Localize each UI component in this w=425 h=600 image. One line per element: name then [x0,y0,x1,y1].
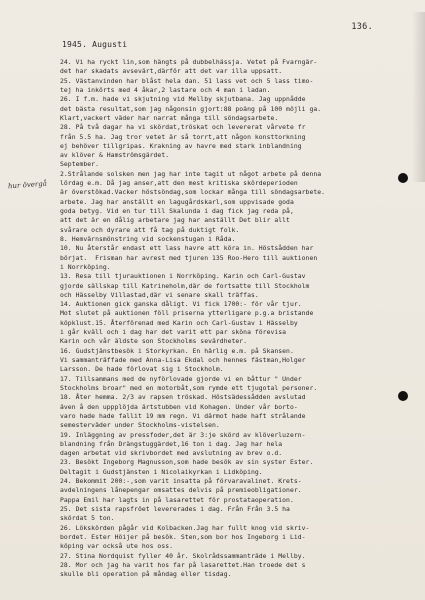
journal-line: Stockholms broar" med en motorbåt,som rymde ett tjugotal personer. [60,383,318,392]
journal-line: 14. Auktionen gick ganska dåligt. Vi fick 1700:- för vår tjur. [60,300,302,309]
journal-line: September. [60,160,99,169]
journal-line: lördag e.m. Då jag anser,att den mest kritiska skördeperioden [60,179,298,188]
journal-line: 24. Vi ha ryckt lin,som hängts på dubbelhässja. Vetet på Fvarngär- [60,58,318,66]
journal-line: börjat. Frisman har avrest med tjuren 135 Roo-Hero till auktionen [60,253,318,262]
journal-body-text [60,58,406,580]
journal-line: att det är en dålig arbetare jag har anställt Det blir allt [60,216,290,225]
journal-line: 25. Västanvinden har blåst hela dan. 51 lass vet och 5 lass timo- [60,76,314,85]
journal-line: Klart,vackert väder har narrat många till söndagsarbete. [60,113,279,122]
journal-line: 27. Stina Nordquist fyller 40 år. Skolrådssammanträde i Mellby. [60,551,306,560]
journal-line: semesterväder under Stockholms-vistelsen. [60,421,220,430]
journal-line: 28. På två dagar ha vi skördat,tröskat och levererat vårvete fr [60,123,306,132]
punch-hole-upper [398,173,408,183]
journal-line: Pappa Emil har lagts in på lasarettet för prostataoperation. [60,495,294,504]
journal-line: köping var också ute hos oss. [60,542,174,551]
journal-line: i går kväll och i dag har det varit ett par sköna förevisa [60,328,287,337]
journal-line: Larsson. De hade förlovat sig i Stockholm. [60,365,224,374]
journal-line: är överstökad.Vacker höstsöndag,som lockar många till söndagsarbete. [60,188,326,197]
journal-line: 24. Bekommit 200:-,som varit insatta på förvaravalinet. Krets- [60,477,302,486]
journal-line: från 5.5 ha. Jag tror vetet är så torrt,att någon konsttorkning [60,132,306,141]
journal-line: 8. Hemvärnsmönstring vid sockenstugan i Råda. [60,234,236,243]
journal-line: 26. I f.m. hade vi skjutning vid Mellby skjutbana. Jag uppnådde [60,95,306,104]
journal-line: 10. Nu återstår endast ett lass havre att köra in. Höstsådden har [60,244,314,253]
journal-line: goda betyg. Vid en tur till Skalunda i dag fick jag reda på, [60,207,294,215]
journal-line: Vi sammanträffade med Anna-Lisa Ekdal och hennes fästman,Holger [60,356,306,364]
journal-heading: 1945. Augusti [62,40,128,49]
journal-line: 28. Mor och jag ha varit hos far på lasarettet.Han troede det s [60,560,306,569]
journal-line: 17. Tillsammans med de nyförlovade gjorde vi en båttur " Under [60,374,302,383]
journal-line: Deltagit i Gudstjänsten i Nicolaikyrkan i Lidköping. [60,467,263,476]
journal-line: 16. Gudstjänstbesök i Storkyrkan. En härlig e.m. på Skansen. [60,346,294,355]
journal-line: blandning från Drängstuggärdet,16 ton i dag. Jag har hela [60,439,283,448]
journal-line: svårare och dyrare att få tag på duktigt folk. [60,225,240,234]
journal-line: 19. Inläggning av pressfoder,det är 3:je skörd av klöverluzern- [60,430,306,439]
handwritten-margin-note: hur övergå [7,179,48,191]
journal-line: det har skadats avsevärt,därför att det var illa uppsatt. [60,67,283,76]
journal-line: köpklust.15. Återförenad med Karin och Carl-Gustav i Hässelby [60,318,298,327]
journal-line: gjorde sällskap till Katrineholm,där de fortsatte till Stockholm [60,281,310,290]
journal-line: i Norrköping. [60,262,111,271]
page-edge-shadow [412,12,425,182]
journal-line: 13. Resa till tjurauktionen i Norrköping. Karin och Carl-Gustav [60,272,306,281]
journal-line: skördat 5 ton. [60,514,115,523]
journal-line: ej behöver tillgripas. Krakning av havre med stark inblandning [60,141,302,150]
page-number: 136. [351,22,373,32]
journal-line: även å den uppplöjda ärtstubben vid Kohagen. Under vår borto- [60,402,298,411]
journal-line: 18. Åter hemma. 2/3 av rapsen tröskad. Höstsädessådden avslutad [60,393,306,402]
journal-line: 23. Besökt Ingeborg Magnusson,som hade besök av sin syster Ester. [60,458,314,467]
journal-line: dagen arbetat vid skrivbordet med avslutning av brev o.d. [60,449,283,458]
punch-hole-lower [398,391,408,401]
journal-line: avdelningens lånepengar omsattes delvis på premieobligationer. [60,486,302,495]
journal-line: det bästa resultat,som jag någonsin gjort:88 poäng på 100 möjli ga. [60,104,322,113]
journal-line: och Hässelby Villastad,där vi senare skall träffas. [60,290,259,299]
journal-line: varo hade hade fallit 19 mm regn. Vi därmot hade haft strålande [60,411,306,420]
journal-line: 2.Strålande solsken men jag har inte tagit ut något arbete på denna [60,169,322,178]
journal-line: 26. Lökskörden pågår vid Kolbacken.Jag har fullt knog vid skriv- [60,523,310,532]
journal-line: Mot slutet på auktionen föll priserna ytterligare p.g.a bristande [60,309,314,318]
journal-line: 25. Det sista rapsfröet levererades i dag. Från Från 3.5 ha [60,505,290,513]
journal-line: arbete. Jag har anställt en lagugårdskarl,som uppvisade goda [60,197,294,206]
journal-line: bordet. Ester Höijer på besök. Sten,som bor hos Ingeborg i Lid- [60,532,306,541]
journal-line: tej ha inkörts med 4 åkar,2 lastare och 4 man i ladan. [60,85,271,94]
journal-line: av klöver & Hamströmsgärdet. [60,151,170,160]
journal-line: Karin och vår äldste son Stockholms sevärdheter. [60,337,248,346]
journal-line: skulle bli operation på måndag eller tisdag. [60,570,232,579]
